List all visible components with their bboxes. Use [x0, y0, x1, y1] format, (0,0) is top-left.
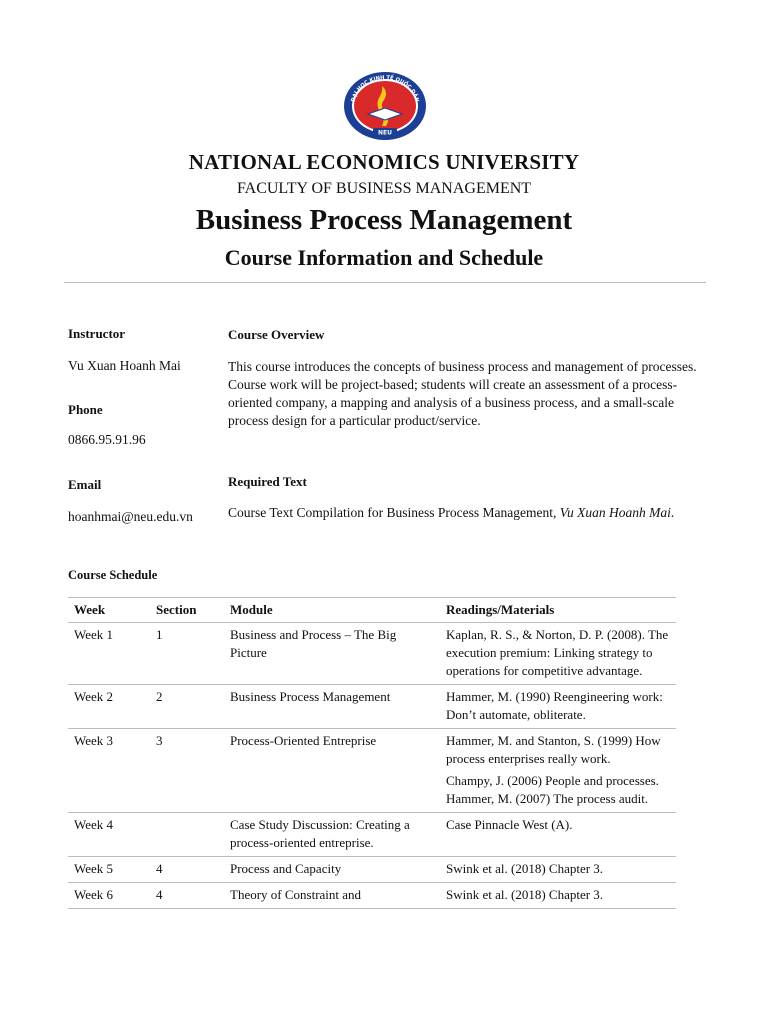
header-divider [64, 282, 706, 283]
header-section: Section [150, 598, 224, 623]
cell-section [150, 813, 224, 857]
cell-module: Business and Process – The Big Picture [224, 623, 440, 685]
phone-value: 0866.95.91.96 [68, 432, 146, 447]
cell-section: 3 [150, 729, 224, 813]
required-text-end: . [670, 505, 675, 520]
cell-section: 2 [150, 685, 224, 729]
cell-week: Week 5 [68, 857, 150, 883]
cell-readings: Kaplan, R. S., & Norton, D. P. (2008). The execution premium: Linking strategy to operations for competitive advantage. [440, 623, 676, 685]
cell-module: Theory of Constraint and [224, 883, 440, 909]
required-text-body [228, 504, 698, 522]
logo-text-arc: ĐẠI HỌC KINH TẾ QUỐC DÂN [350, 74, 420, 103]
table-row [68, 813, 676, 857]
reading-item: Champy, J. (2006) People and processes. Hammer, M. (2007) The process audit. [446, 773, 659, 806]
table-row [68, 729, 676, 813]
cell-module: Business Process Management [224, 685, 440, 729]
cell-week: Week 1 [68, 623, 150, 685]
faculty-name: FACULTY OF BUSINESS MANAGEMENT [236, 180, 532, 197]
table-row [68, 623, 676, 685]
overview-text: This course introduces the concepts of business process and management of processes. Course work will be project-based; students will create an assessment of a process-oriented company, a mapping and analysis of a business process, and a small-scale process design for a particular product/service. [228, 359, 697, 428]
cell-module: Process and Capacity [224, 857, 440, 883]
cell-readings [440, 729, 676, 813]
email-value[interactable]: hoanhmai@neu.edu.vn [68, 509, 193, 524]
cell-readings: Swink et al. (2018) Chapter 3. [440, 883, 676, 909]
header-week: Week [68, 598, 150, 623]
required-text-label: Required Text [228, 474, 307, 489]
cell-week: Week 4 [68, 813, 150, 857]
cell-readings: Case Pinnacle West (A). [440, 813, 676, 857]
cell-week: Week 3 [68, 729, 150, 813]
university-name: NATIONAL ECONOMICS UNIVERSITY [188, 150, 580, 174]
table-row [68, 857, 676, 883]
phone-label: Phone [68, 402, 103, 417]
cell-readings: Swink et al. (2018) Chapter 3. [440, 857, 676, 883]
cell-module: Case Study Discussion: Creating a process-oriented entreprise. [224, 813, 440, 857]
cell-section: 1 [150, 623, 224, 685]
table-row [68, 685, 676, 729]
cell-section: 4 [150, 857, 224, 883]
required-text-title: Course Text Compilation for Business Process Management, [228, 505, 560, 520]
cell-week: Week 6 [68, 883, 150, 909]
instructor-name: Vu Xuan Hoanh Mai [68, 358, 181, 373]
email-label: Email [68, 477, 102, 492]
cell-section: 4 [150, 883, 224, 909]
cell-week: Week 2 [68, 685, 150, 729]
table-header-row [68, 598, 676, 623]
course-title: Business Process Management [195, 204, 573, 236]
required-text-author: Vu Xuan Hoanh Mai [559, 505, 671, 520]
schedule-table [68, 597, 676, 909]
cell-module: Process-Oriented Entreprise [224, 729, 440, 813]
header-module: Module [224, 598, 440, 623]
overview-label: Course Overview [228, 327, 325, 342]
university-logo [342, 70, 428, 142]
reading-item: Hammer, M. and Stanton, S. (1999) How process enterprises really work. [446, 733, 661, 766]
cell-readings: Hammer, M. (1990) Reengineering work: Don’t automate, obliterate. [440, 685, 676, 729]
instructor-label: Instructor [68, 326, 126, 341]
header-readings: Readings/Materials [440, 598, 676, 623]
schedule-title: Course Schedule [68, 568, 158, 582]
page-subtitle: Course Information and Schedule [224, 245, 544, 270]
logo-text-neu: NEU [378, 129, 392, 137]
table-row [68, 883, 676, 909]
